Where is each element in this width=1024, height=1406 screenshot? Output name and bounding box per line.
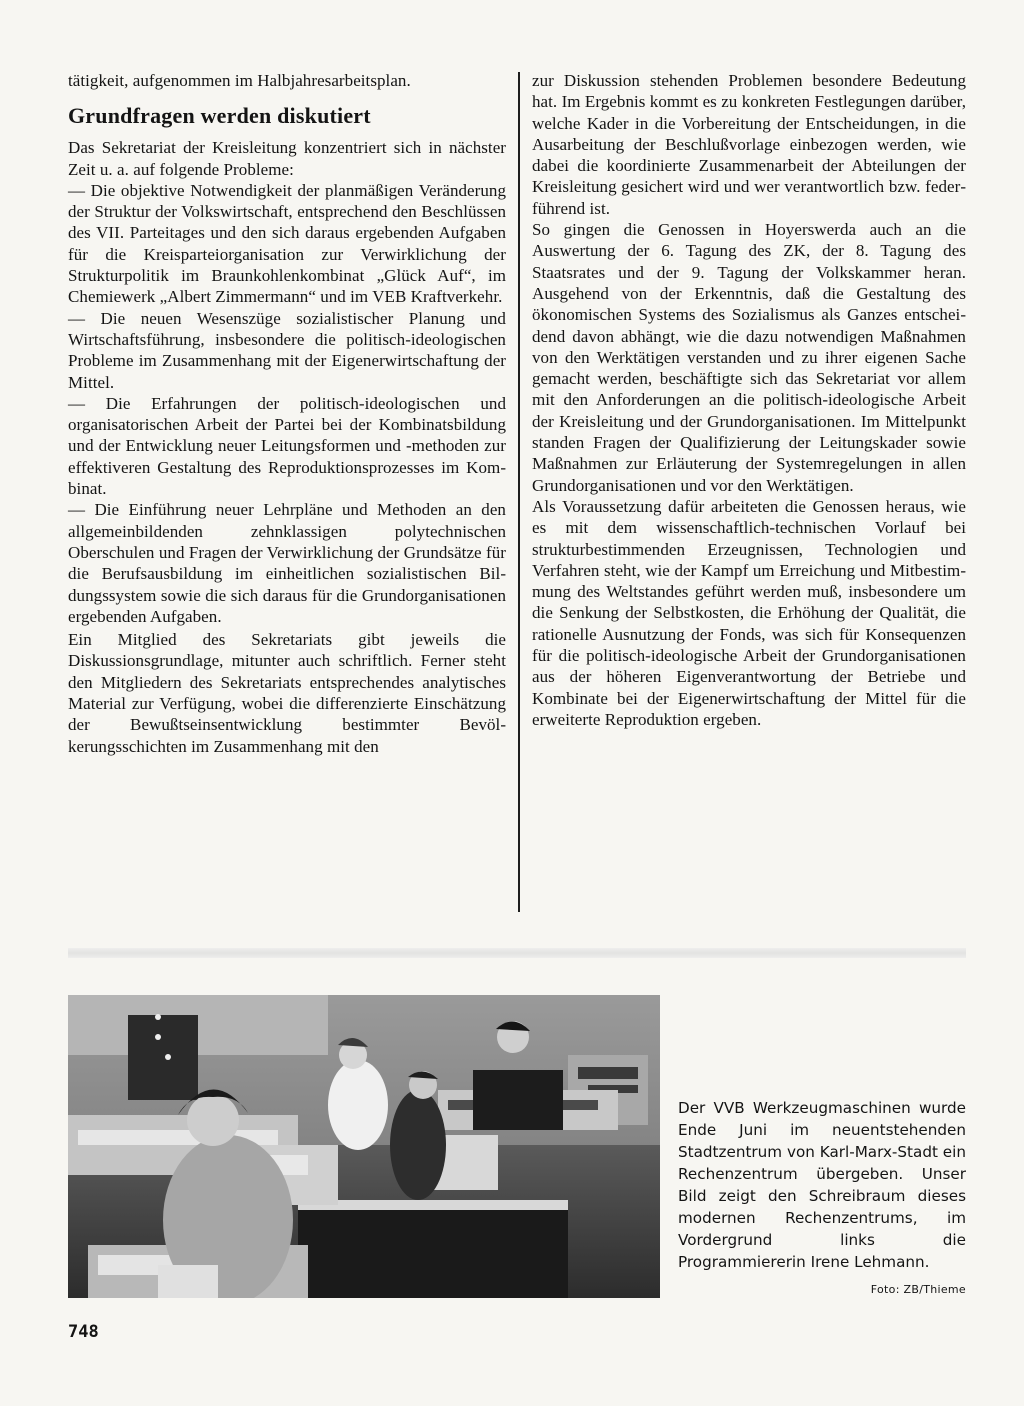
- photo-credit: Foto: ZB/Thieme: [870, 1283, 966, 1296]
- body-paragraph: Das Sekretariat der Kreisleitung konzentriert sich in nächster Zeit u. a. auf folgende Probleme:: [68, 138, 506, 179]
- page-number: 748: [68, 1322, 99, 1342]
- body-paragraph: Ein Mitglied des Sekretariats gibt jeweils die Diskussionsgrundlage, mitunter auch schriftlich. Ferner steht den Mitgliedern des Sekretariats entsprechendes analytisches Material zur Verfügung, wobei die differenzierte Einschätzung der Bewußtseinsentwicklung bestimmter Bevölkerungsschichten im Zusammenhang mit den: [68, 630, 506, 756]
- list-item-paragraph: — Die Einführung neuer Lehrpläne und Methoden an den allgemeinbildenden zehnklassigen polytechnischen Oberschulen und Fragen der Verwirklichung der Grundsätze für die Berufsausbildung im einheitlichen sozialistischen Bildungssystem sowie die sich daraus für die Grundorganisationen ergebenden Aufgaben.: [68, 500, 506, 626]
- intro-paragraph: tätigkeit, aufgenommen im Halbjahresarbeitsplan.: [68, 71, 411, 90]
- office-photo: [68, 995, 660, 1298]
- left-column: [68, 70, 506, 759]
- list-item-paragraph: — Die Erfahrungen der politisch-ideologischen und organisatorischen Arbeit der Partei bei der Kombinatsbildung und der Entwicklung neuer Leitungsformen und -methoden zur effektiveren Gestaltung des Reproduktionsprozesses im Kombinat.: [68, 393, 506, 499]
- body-paragraph: Als Voraussetzung dafür arbeiteten die Genossen heraus, wie es mit dem wissenschaftlich-technischen Vorlauf bei strukturbestimmenden Erzeugnissen, Technologien und Verfahren steht, wie der Kampf um Erreichung und Mitbestimmung des Weltstandes geführt werden muß, insbesondere um die Senkung der Selbstkosten, die Erhöhung der Qualität, die rationelle Ausnutzung der Fonds, was sich für Konsequenzen für die politisch-ideologische Arbeit der Grundorganisationen aus der höheren Eigenverantwortung der Betriebe und Kombinate bei der Eigenerwirtschaftung der Mittel für die erweiterte Reproduktion ergeben.: [532, 496, 966, 729]
- section-heading: Grundfragen werden diskutiert: [68, 103, 371, 129]
- column-divider: [518, 72, 520, 912]
- photo-caption: Der VVB Werkzeugmaschinen wurde Ende Juni im neuentstehenden Stadtzentrum von Karl-Marx-Stadt ein Rechenzentrum übergeben. Unser Bild zeigt den Schreibraum dieses modernen Rechenzentrums, im Vordergrund links die Programmiererin Irene Lehmann.: [678, 1099, 966, 1271]
- list-item-paragraph: — Die objektive Notwendigkeit der planmäßigen Veränderung der Struktur der Volkswirtschaft, entsprechend den Beschlüssen des VII. Parteitages und den sich daraus ergebenden Aufgaben für die Kreisparteiorganisation zur Verwirklichung der Strukturpolitik im Braunkohlenkombinat „Glück Auf“, im Chemiewerk „Albert Zimmermann“ und im VEB Kraftverkehr.: [68, 180, 506, 307]
- body-paragraph: So gingen die Genossen in Hoyerswerda auch an die Auswertung der 6. Tagung des ZK, der 8. Tagung des Staatsrates und der 9. Tagung der Volkskammer heran. Ausgehend von der Erkenntnis, daß die Gestaltung des ökonomischen Systems des Sozialismus als Ganzes entscheidend davon abhängt, wie die dazu notwendigen Maßnahmen von den Werktätigen verstanden und zu ihrer eigenen Sache gemacht werden, beschäftigte sich das Sekretariat vor allem mit den Anforderungen an die politisch-ideologische Arbeit der Kreisleitung und der Grundorganisationen. Im Mittelpunkt standen Fragen der Qualifizierung der Leitungskader sowie Maßnahmen zur Erläuterung der Systemregelungen in allen Grundorganisationen und vor den Werktätigen.: [532, 220, 966, 495]
- section-separator: [68, 948, 966, 958]
- photo-illustration: [68, 995, 660, 1298]
- body-paragraph: zur Diskussion stehenden Problemen besondere Bedeutung hat. Im Ergebnis kommt es zu konkreten Festlegungen darüber, welche Kader in die Vorbereitung der Entscheidungen, in die Ausarbeitung der Beschlußvorlage einbezogen werden, wie dabei die koordinierte Zusammenarbeit der Abteilungen der Kreisleitung gesichert wird und wer verantwortlich bzw. federführend ist.: [532, 71, 966, 218]
- list-item-paragraph: — Die neuen Wesenszüge sozialistischer Planung und Wirtschaftsführung, insbesondere die politisch-ideologischen Probleme im Zusammenhang mit der Eigenerwirtschaftung der Mittel.: [68, 308, 506, 392]
- right-column: [532, 70, 966, 732]
